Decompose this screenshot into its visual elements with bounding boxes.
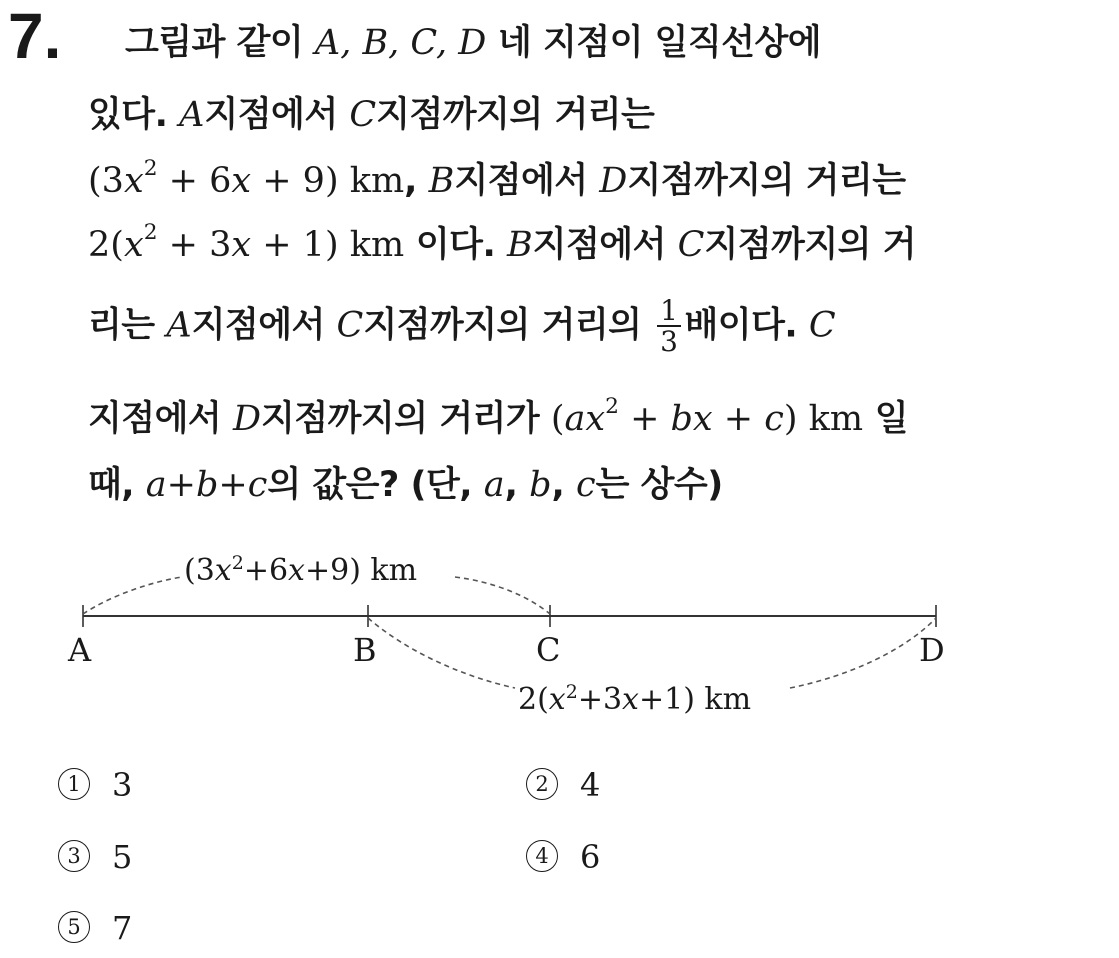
question-number: 7. (8, 0, 62, 72)
upper-arc-right (455, 577, 550, 614)
point-label-A: A (68, 631, 92, 669)
lower-arc-left (368, 618, 515, 688)
choice-value-1: 3 (112, 766, 133, 804)
choice-marker-4: 4 (526, 840, 558, 872)
choice-marker-2: 2 (526, 768, 558, 800)
upper-arc-left (83, 577, 182, 614)
point-label-D: D (919, 631, 945, 669)
point-label-C: C (536, 631, 561, 669)
fraction-one-third: $\frac{1}{3}$ (657, 296, 680, 357)
choice-4[interactable] (526, 838, 600, 876)
choice-1[interactable] (58, 766, 132, 804)
choice-value-5: 7 (112, 909, 133, 947)
choice-marker-1: 1 (58, 768, 90, 800)
question-line-4: $2(x^2 + 3x + 1)$ km 이다. B지점에서 C지점까지의 거 (88, 220, 916, 265)
question-line-6: 지점에서 D지점까지의 거리가 ($ax^2$ + bx + c) km 일 (88, 394, 909, 439)
choice-5[interactable] (58, 909, 132, 947)
point-label-B: B (353, 631, 377, 669)
question-line-3: $(3x^2 + 6x + 9)$ km, B지점에서 D지점까지의 거리는 (88, 156, 906, 201)
choice-value-4: 6 (580, 838, 601, 876)
choice-marker-5: 5 (58, 911, 90, 943)
choice-marker-3: 3 (58, 840, 90, 872)
choice-2[interactable] (526, 766, 600, 804)
upper-arc-label: $(3x^2+6x+9)$ km (184, 552, 418, 588)
question-line-5: 리는 A지점에서 C지점까지의 거리의 $\frac{1}{3}$ 배이다. C (88, 294, 836, 359)
choice-value-3: 5 (112, 838, 133, 876)
choice-value-2: 4 (580, 766, 601, 804)
question-line-7: 때, a+b+c의 값은? (단, a, b, c는 상수) (88, 465, 723, 505)
question-line-1: 그림과 같이 A, B, C, D 네 지점이 일직선상에 (125, 23, 822, 63)
choice-3[interactable] (58, 838, 132, 876)
lower-arc-label: $2(x^2+3x+1)$ km (518, 681, 752, 717)
lower-arc-right (790, 618, 936, 688)
question-line-2: 있다. A지점에서 C지점까지의 거리는 (88, 95, 655, 135)
